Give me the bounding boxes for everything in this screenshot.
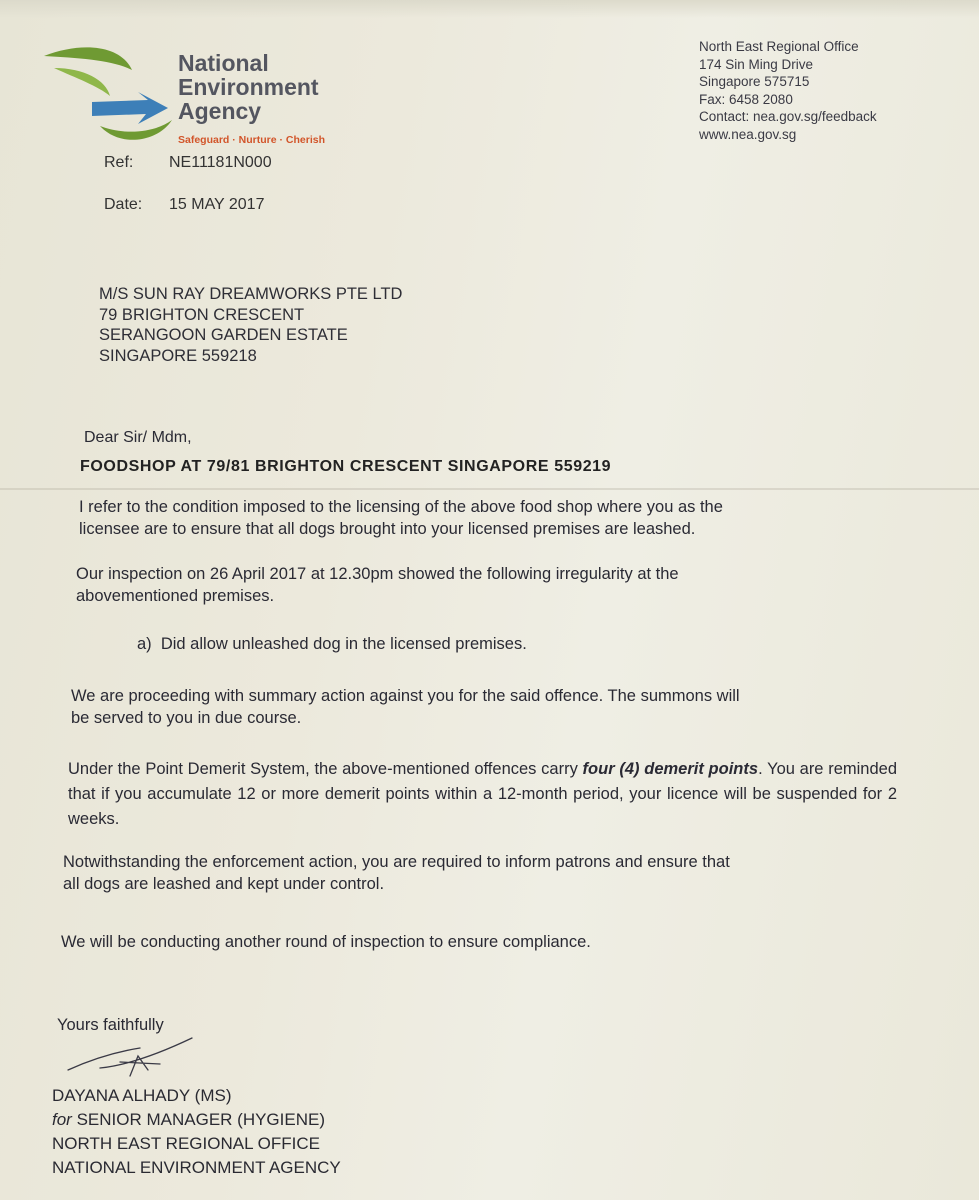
agency-name-line: Agency <box>178 98 262 124</box>
office-name: North East Regional Office <box>699 39 859 54</box>
demerit-points-emphasis: four (4) demerit points <box>582 760 759 778</box>
signatory-block <box>52 1084 341 1180</box>
closing: Yours faithfully <box>57 1016 164 1034</box>
recipient-line: SINGAPORE 559218 <box>99 346 257 365</box>
office-website: www.nea.gov.sg <box>699 126 797 142</box>
office-contact: Contact: nea.gov.sg/feedback <box>699 109 877 124</box>
paragraph-5 <box>63 851 730 895</box>
letter-subject: FOODSHOP AT 79/81 BRIGHTON CRESCENT SINGAPORE 559219 <box>80 458 612 475</box>
office-street: 174 Sin Ming Drive <box>699 56 814 72</box>
paragraph-line: be served to you in due course. <box>71 709 302 727</box>
office-fax: Fax: 6458 2080 <box>699 91 793 107</box>
date-line <box>104 196 264 214</box>
ref-value: NE11181N000 <box>169 154 272 171</box>
agency-name <box>178 51 319 123</box>
recipient-line: M/S SUN RAY DREAMWORKS PTE LTD <box>99 285 403 303</box>
reference-line <box>104 154 272 172</box>
paragraph-6: We will be conducting another round of inspection to ensure compliance. <box>61 933 591 951</box>
office-postcode: Singapore 575715 <box>699 74 810 89</box>
recipient-line: SERANGOON GARDEN ESTATE <box>99 326 348 344</box>
signatory-title-line <box>52 1108 341 1132</box>
signatory-agency: NATIONAL ENVIRONMENT AGENCY <box>52 1158 341 1177</box>
paper-fold <box>0 488 979 490</box>
handwritten-signature <box>60 1030 210 1080</box>
paragraph-line: We are proceeding with summary action against you for the said offence. The summons will <box>71 687 740 705</box>
signatory-for: for <box>52 1110 72 1129</box>
signatory-name: DAYANA ALHADY (MS) <box>52 1086 232 1105</box>
date-value: 15 MAY 2017 <box>169 196 265 213</box>
paragraph-line: all dogs are leashed and kept under control. <box>63 875 385 893</box>
paragraph-3 <box>71 685 740 729</box>
signatory-office: NORTH EAST REGIONAL OFFICE <box>52 1134 320 1153</box>
ref-label: Ref: <box>104 154 134 171</box>
agency-name-line: Environment <box>178 74 319 100</box>
recipient-address <box>99 284 402 366</box>
paragraph-2 <box>76 563 679 607</box>
paragraph-4-text: Under the Point Demerit System, the above-mentioned offences carry <box>68 760 583 778</box>
paragraph-line: I refer to the condition imposed to the licensing of the above food shop where you as the <box>79 498 723 516</box>
salutation: Dear Sir/ Mdm, <box>84 429 192 446</box>
irregularity-item-a: a) Did allow unleashed dog in the licensed premises. <box>137 635 527 653</box>
paragraph-4-text: . You are reminded that if you accumulate 12 or more demerit points within a 12-month period, your licence will be suspended for 2 weeks. <box>68 760 897 828</box>
date-label: Date: <box>104 196 143 213</box>
paragraph-4 <box>68 757 897 832</box>
paragraph-line: abovementioned premises. <box>76 587 275 605</box>
paragraph-line: licensee are to ensure that all dogs brought into your licensed premises are leashed. <box>79 520 696 538</box>
signatory-title: SENIOR MANAGER (HYGIENE) <box>76 1110 325 1129</box>
nea-swirl-logo-icon <box>40 38 180 148</box>
agency-name-line: National <box>178 50 269 76</box>
office-address-block <box>699 38 877 143</box>
paragraph-line: Notwithstanding the enforcement action, you are required to inform patrons and ensure that <box>63 853 730 871</box>
paragraph-1 <box>79 496 859 540</box>
paragraph-line: Our inspection on 26 April 2017 at 12.30pm showed the following irregularity at the <box>76 565 679 583</box>
agency-tagline: Safeguard · Nurture · Cherish <box>178 134 326 146</box>
recipient-line: 79 BRIGHTON CRESCENT <box>99 305 305 324</box>
paper-shadow <box>0 0 979 18</box>
